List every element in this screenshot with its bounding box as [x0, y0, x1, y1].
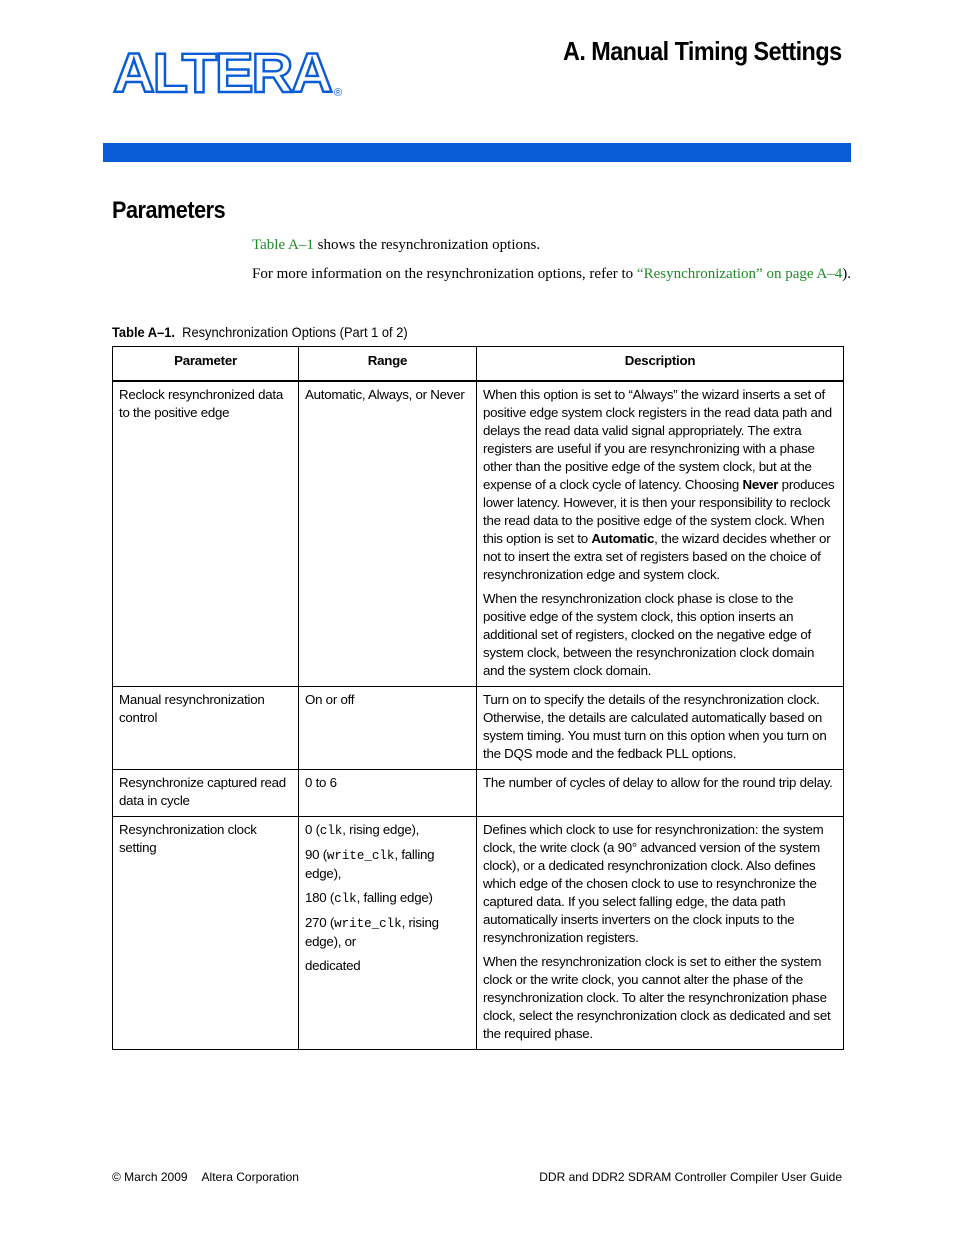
parameter-cell: Reclock resynchronized data to the positive edge [113, 381, 299, 687]
table-row [113, 817, 844, 1050]
range-text: , falling edge), [305, 847, 435, 881]
table-header-row [113, 347, 844, 382]
range-text: 180 ( [305, 890, 335, 905]
description-cell: The number of cycles of delay to allow for the round trip delay. [477, 770, 844, 817]
description-text: , the wizard decides whether or not to insert the extra set of registers based on the choice of resynchronization edge and system clock. [483, 531, 831, 582]
signal-name: write_clk [326, 849, 395, 863]
footer-left [112, 1170, 299, 1184]
footer-company: Altera Corporation [201, 1170, 299, 1184]
header-rule [103, 143, 851, 162]
signal-name: clk [319, 824, 343, 838]
range-option [305, 889, 471, 908]
description-cell [477, 817, 844, 1050]
header-description: Description [477, 347, 844, 382]
description-paragraph: When the resynchronization clock is set to either the system clock or the write clock, you cannot alter the phase of the resynchronization clock. To alter the resynchronization phase clock, select the resynchronization clock as dedicated and set the required phase. [483, 954, 831, 1041]
option-never: Never [742, 477, 779, 492]
table-caption-text: Resynchronization Options (Part 1 of 2) [182, 324, 408, 340]
description-paragraph [483, 386, 838, 584]
altera-logo-mark [110, 44, 350, 100]
signal-name: clk [334, 892, 357, 906]
intro-paragraph [252, 235, 852, 256]
reference-end: ). [842, 266, 852, 282]
registered-mark: ® [334, 87, 343, 99]
table-caption-label: Table A–1. [112, 324, 175, 340]
range-option [305, 821, 471, 840]
chapter-title: A. Manual Timing Settings [563, 36, 842, 66]
logo-text: ALTERA [113, 44, 332, 100]
table-link[interactable]: Table A–1 [252, 237, 314, 253]
option-automatic: Automatic [591, 531, 655, 546]
intro-text: shows the resynchronization options. [313, 237, 541, 253]
range-option [305, 846, 471, 883]
range-text: , rising edge), or [305, 915, 439, 949]
header-parameter: Parameter [113, 347, 299, 382]
description-paragraph: When the resynchronization clock phase is close to the positive edge of the system clock, this option inserts an additional set of registers, clocked on the negative edge of system clock, between the resynchronization clock domain and the system clock domain. [483, 591, 815, 678]
section-heading: Parameters [112, 197, 226, 224]
range-cell: On or off [299, 687, 477, 770]
reference-paragraph [252, 264, 852, 285]
parameter-cell: Manual resynchronization control [113, 687, 299, 770]
description-text: produces lower latency. However, it is then your responsibility to reclock the read data to the positive edge of the system clock. When this option is set to [483, 477, 835, 546]
description-paragraph: Defines which clock to use for resynchronization: the system clock, the write clock (a 90° advanced version of the system clock), or a dedicated resynchronization clock. Also defines which edge of the chosen clock to use to resynchronize the captured data. If you select falling edge, the data path automatically inserts inverters on the clock inputs to the resynchronization registers. [483, 822, 824, 945]
range-text: 0 ( [305, 822, 320, 837]
altera-logo [110, 44, 350, 100]
resync-options-table [112, 346, 844, 1050]
range-cell: Automatic, Always, or Never [299, 381, 477, 687]
parameter-cell: Resynchronize captured read data in cycle [113, 770, 299, 817]
description-cell [477, 381, 844, 687]
signal-name: write_clk [334, 917, 402, 931]
header-range: Range [299, 347, 477, 382]
resync-link[interactable]: “Resynchronization” on page A–4 [636, 266, 843, 282]
range-text: , falling edge) [356, 890, 433, 905]
range-text: 270 ( [305, 915, 335, 930]
reference-text: For more information on the resynchronization options, refer to [252, 266, 637, 282]
description-cell: Turn on to specify the details of the resynchronization clock. Otherwise, the details are calculated automatically based on system timing. You must turn on this option when you turn on the DQS mode and the fedback PLL options. [477, 687, 844, 770]
range-option [305, 957, 471, 975]
parameter-cell: Resynchronization clock setting [113, 817, 299, 1050]
table-caption [112, 324, 408, 340]
range-text: 90 ( [305, 847, 327, 862]
table-row [113, 687, 844, 770]
table-row [113, 770, 844, 817]
footer-date: © March 2009 [112, 1170, 188, 1184]
range-text: dedicated [305, 958, 361, 973]
range-text: , rising edge), [342, 822, 420, 837]
table-row [113, 381, 844, 687]
range-cell: 0 to 6 [299, 770, 477, 817]
range-option [305, 914, 471, 951]
footer-guide-title: DDR and DDR2 SDRAM Controller Compiler User Guide [539, 1170, 842, 1184]
range-cell [299, 817, 477, 1050]
description-text: When this option is set to “Always” the wizard inserts a set of positive edge system clock registers in the read data path and delays the read data valid signal appropriately. The extra registers are useful if you are resynchronizing with a phase other than the positive edge of the system clock, but at the expense of a clock cycle of latency. Choosing [483, 387, 832, 492]
